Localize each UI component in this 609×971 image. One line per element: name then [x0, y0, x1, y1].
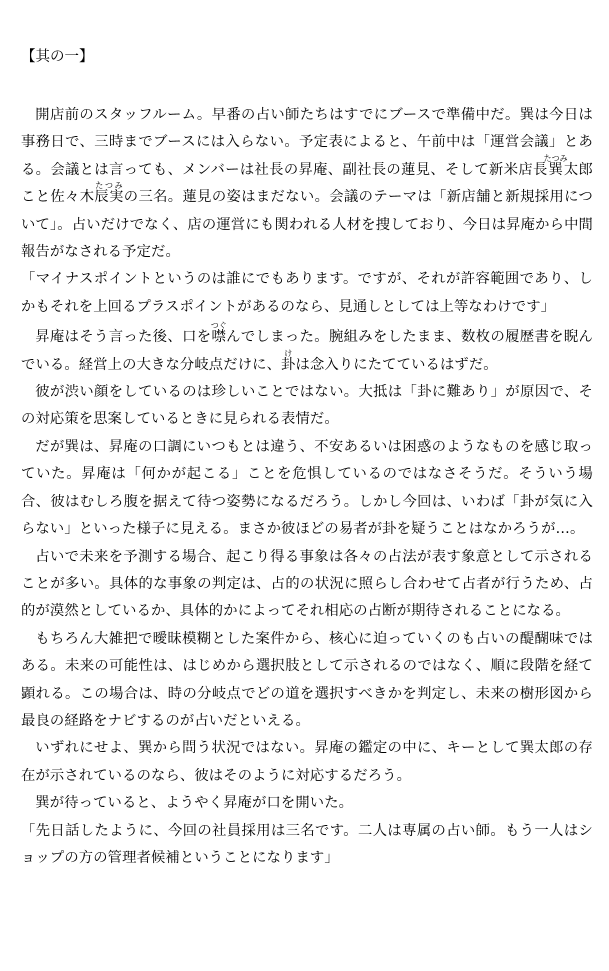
ruby-annotated-word [543, 153, 568, 178]
ruby-annotated-word [281, 348, 296, 373]
text-run: だが巽は、昇庵の口調にいつもとは違う、不安あるいは困惑のようなものを感じ取っていた。昇庵は「何かが起こる」ことを危惧しているのではなさそうだ。そういう場合、彼はむしろ腹を据えて待つ姿勢になるだろう。しかし今回は、いわば「卦が気に入らない」といった様子に見える。まさか彼ほどの易者が卦を疑うことはなかろうが…。 [21, 438, 593, 538]
ruby-annotated-word [210, 321, 227, 346]
ruby-annotated-word [94, 181, 124, 206]
ruby-base: 辰実 [94, 189, 124, 206]
ruby-reading: たつみ [94, 181, 124, 191]
ruby-base: 噤 [210, 329, 227, 346]
text-run: もちろん大雑把で曖昧模糊とした案件から、核心に迫っていくのも占いの醍醐味ではある。未来の可能性は、はじめから選択肢として示されるのではなく、順に段階を経て顕れる。この場合は、時の分岐点でどの道を選択すべきかを判定し、未来の樹形図から最良の経路をナビするのが占いだといえる。 [21, 630, 593, 729]
text-run: は今日は事務日で、三時までブースには入らない。予定表によると、午前中は「運営会議」とある。会議とは言っても、メンバーは社長の昇庵、副社長の蓮見、そして新米店長 [21, 107, 594, 178]
paragraph [21, 735, 593, 790]
text-run: 占いで未来を予測する場合、起こり得る事象は各々の占法が表す象意として示されることが多い。具体的な事象の判定は、占的の状況に照らし合わせて占者が行うため、占的が漠然としているか、具体的かによってそれ相応の占断が期待されることになる。 [21, 548, 593, 620]
ruby-base: 巽 [543, 161, 568, 178]
ruby-reading: たつみ [543, 153, 568, 163]
text-run: いずれにせよ、巽から問う状況ではない。昇庵の鑑定の中に、キーとして巽太郎の存在が示されているのなら、彼はそのように対応するだろう。 [21, 740, 593, 784]
paragraph [21, 434, 593, 544]
text-run: 太郎こと佐々木 [21, 161, 593, 206]
paragraph [21, 321, 593, 379]
ruby-reading: け [281, 348, 296, 358]
text-run: の三名。蓮見の姿はまだない。会議のテーマは「新店舗と新規採用について」。占いだけでなく、店の運営にも関われる人材を捜しており、今日は昇庵から中間報告がなされる予定だ。 [21, 189, 593, 261]
text-run: 彼が渋い顔をしているのは珍しいことではない。大抵は「卦に難あり」が原因で、その対応策を思案しているときに見られる表情だ。 [21, 384, 593, 428]
ruby-reading: つぐ [210, 321, 227, 331]
text-run: んでしまった。腕組みをしたまま、数枚の履歴書を睨んでいる。経営上の大きな分岐点だけに、 [21, 329, 593, 373]
body-text [21, 102, 593, 872]
text-run: 昇庵はそう言った後、口を [35, 329, 212, 346]
paragraph [21, 544, 593, 626]
paragraph [21, 379, 593, 434]
text-run: は念入りにたてているはずだ。 [295, 356, 498, 373]
paragraph [21, 266, 593, 321]
text-run: 開店前のスタッフルーム。早番の占い師たちはすでにブースで準備中だ。 [35, 107, 520, 123]
text-run: 「先日話したように、今回の社員採用は三名です。二人は専属の占い師。もう一人はショップの方の管理者候補ということになります」 [21, 822, 593, 866]
paragraph [21, 818, 593, 873]
text-run: 「マイナスポイントというのは誰にでもあります。ですが、それが許容範囲であり、しかもそれを上回るプラスポイントがあるのなら、見通しとしては上等なわけです」 [21, 271, 593, 315]
paragraph [21, 626, 593, 736]
text-run: 巽が待っていると、ようやく昇庵が口を開いた。 [35, 795, 354, 812]
paragraph [21, 790, 593, 817]
text-run: 巽 [519, 107, 535, 123]
paragraph [21, 102, 593, 266]
ruby-base: 卦 [281, 356, 296, 373]
section-heading: 【其の一】 [21, 49, 94, 65]
